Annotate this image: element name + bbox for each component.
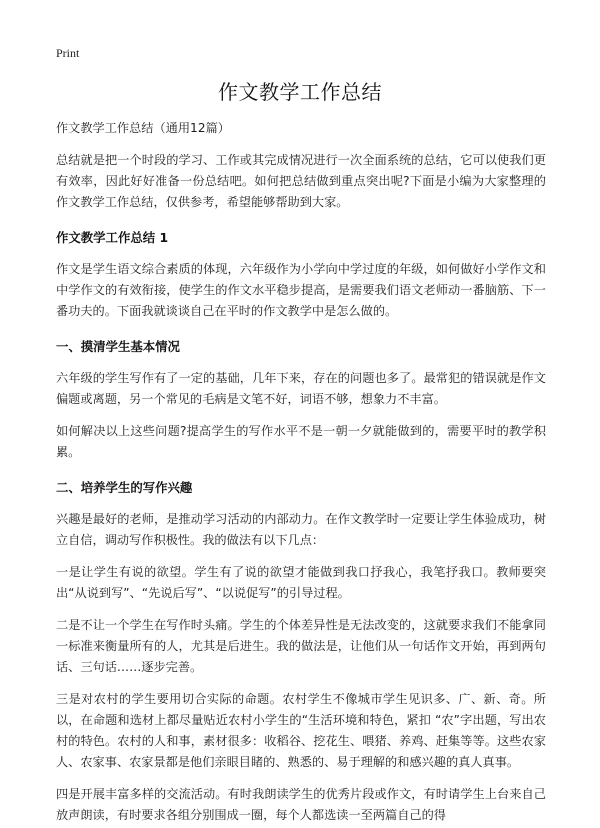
- paragraph-a1: 六年级的学生写作有了一定的基础，几年下来，存在的问题也多了。最常犯的错误就是作文偏题或离题，另一个常见的毛病是文笔不好，词语不够，想象力不丰富。: [56, 371, 546, 406]
- page-title: 作文教学工作总结: [218, 80, 382, 104]
- section-heading-1: 作文教学工作总结 1: [56, 230, 169, 245]
- intro-paragraph: 总结就是把一个时段的学习、工作或其完成情况进行一次全面系统的总结，它可以使我们更有效率，因此好好准备一份总结吧。如何把总结做到重点突出呢?下面是小编为大家整理的作文教学工作总结，仅供参考，希望能够帮助到大家。: [56, 153, 546, 209]
- document-body: [56, 118, 546, 826]
- paragraph-a2: 如何解决以上这些问题?提高学生的写作水平不是一朝一夕就能做到的，需要平时的教学积累。: [56, 424, 546, 459]
- paragraph-b4: 三是对农村的学生要用切合实际的命题。农村学生不像城市学生见识多、广、新、奇。所以，在命题和选材上都尽量贴近农村小学生的“生活环境和特色，紧扣 “农”字出题，写出农村的特色。农村的人和事，素材很多：收稻谷、挖花生、喂猪、养鸡、赶集等等。这些农家人、农家事、农家景都是他们亲眼目睹的、熟悉的、易于理解的和感兴趣的真人真事。: [56, 692, 546, 769]
- subheading-understand-students: 一、摸清学生基本情况: [56, 339, 180, 354]
- paragraph-b1: 兴趣是最好的老师，是推动学习活动的内部动力。在作文教学时一定要让学生体验成功，树立自信，调动写作积极性。我的做法有以下几点：: [56, 512, 546, 547]
- paragraph-b3: 二是不让一个学生在写作时头痛。学生的个体差异性是无法改变的，这就要求我们不能拿同一标准来衡量所有的人，尤其是后进生。我的做法是，让他们从一句话作文开始，再到两句话、三句话……逐步完善。: [56, 618, 546, 674]
- print-label: Print: [56, 46, 80, 60]
- paragraph-b5: 四是开展丰富多样的交流活动。有时我朗读学生的优秀片段或作文，有时请学生上台来自己放声朗读，有时要求各组分别围成一圈，每个人都选读一至两篇自己的得: [56, 787, 546, 822]
- paragraph-b2: 一是让学生有说的欲望。学生有了说的欲望才能做到我口抒我心，我笔抒我口。教师要突出“从说到写”、“先说后写”、“以说促写”的引导过程。: [56, 565, 546, 600]
- document-subtitle: 作文教学工作总结（通用12篇）: [56, 121, 230, 135]
- subheading-cultivate-interest: 二、培养学生的写作兴趣: [56, 480, 193, 495]
- section1-paragraph: 作文是学生语文综合素质的体现，六年级作为小学向中学过度的年级，如何做好小学作文和中学作文的有效衔接，使学生的作文水平稳步提高，是需要我们语文老师动一番脑筋、下一番功夫的。下面我就谈谈自己在平时的作文教学中是怎么做的。: [56, 262, 546, 318]
